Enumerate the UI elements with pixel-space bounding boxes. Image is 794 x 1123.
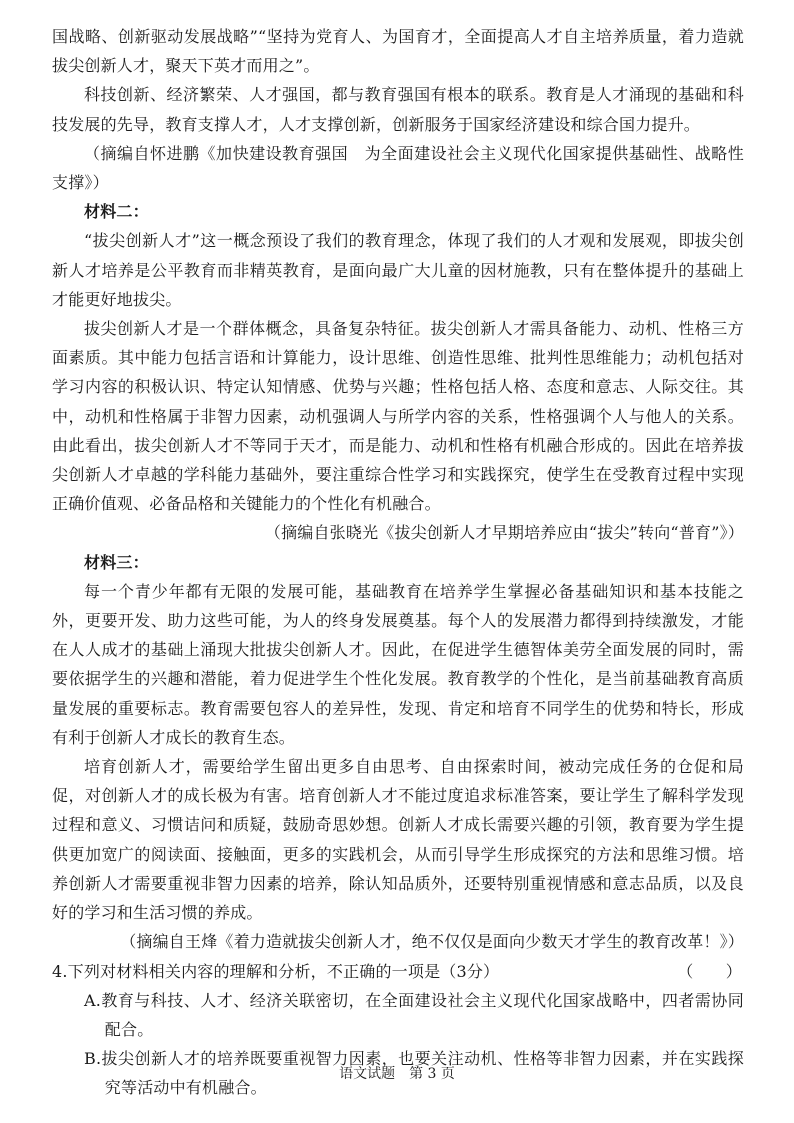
exam-page: [52, 22, 744, 1103]
material3-paragraph-1: 每一个青少年都有无限的发展可能，基础教育在培养学生掌握必备基础知识和基本技能之外，更要开发、助力这些可能，为人的终身发展奠基。每个人的发展潜力都得到持续激发，才能在人人成才的基础上涌现大批拔尖创新人才。因此，在促进学生德智体美劳全面发展的同时，需要依据学生的兴趣和潜能，着力促进学生个性化发展。教育教学的个性化，是当前基础教育高质量发展的重要标志。教育需要包容人的差异性，发现、肯定和培育不同学生的优势和特长，形成有利于创新人才成长的教育生态。: [52, 581, 744, 747]
material3-source: （摘编自王烽《着力造就拔尖创新人才，绝不仅仅是面向少数天才学生的教育改革！》）: [120, 932, 744, 952]
material3-paragraph-2: 培育创新人才，需要给学生留出更多自由思考、自由探索时间，被动完成任务的仓促和局促，对创新人才的成长极为有害。培育创新人才不能过度追求标准答案，要让学生了解科学发现过程和意义、习惯诘问和质疑，鼓励奇思妙想。创新人才成长需要兴趣的引领，教育要为学生提供更加宽广的阅读面、接触面，更多的实践机会，从而引导学生形成探究的方法和思维习惯。培养创新人才需要重视非智力因素的培养，除认知品质外，还要特别重视情感和意志品质，以及良好的学习和生活习惯的养成。: [52, 757, 744, 923]
question-4-stem: 4.下列对材料相关内容的理解和分析，不正确的一项是（3分）: [52, 961, 500, 981]
intro-paragraph-1: 国战略、创新驱动发展战略”“坚持为党育人、为国育才，全面提高人才自主培养质量，着力造就拔尖创新人才，聚天下英才而用之”。: [52, 27, 744, 76]
material3-heading: 材料三：: [84, 552, 149, 572]
option-a: A.教育与科技、人才、经济关联密切，在全面建设社会主义现代化国家战略中，四者需协同配合。: [84, 990, 744, 1039]
question-4-stem-row: [52, 957, 744, 986]
option-b: B.拔尖创新人才的培养既要重视智力因素，也要关注动机、性格等非智力因素，并在实践探究等活动中有机融合。: [84, 1049, 744, 1098]
page-footer: 语文试题 第 3 页: [339, 1066, 455, 1082]
material2-paragraph-2: 拔尖创新人才是一个群体概念，具备复杂特征。拔尖创新人才需具备能力、动机、性格三方面素质。其中能力包括言语和计算能力，设计思维、创造性思维、批判性思维能力；动机包括对学习内容的积极认识、特定认知情感、优势与兴趣；性格包括人格、态度和意志、人际交往。其中，动机和性格属于非智力因素，动机强调人与所学内容的关系，性格强调个人与他人的关系。由此看出，拔尖创新人才不等同于天才，而是能力、动机和性格有机融合形成的。因此在培养拔尖创新人才卓越的学科能力基础外，要注重综合性学习和实践探究，使学生在受教育过程中实现正确价值观、必备品格和关键能力的个性化有机融合。: [52, 319, 744, 514]
intro-source: （摘编自怀进鹏《加快建设教育强国 为全面建设社会主义现代化国家提供基础性、战略性支撑》）: [52, 143, 744, 193]
material2-heading: 材料二：: [84, 202, 149, 222]
material2-paragraph-1: “拔尖创新人才”这一概念预设了我们的教育理念，体现了我们的人才观和发展观，即拔尖创新人才培养是公平教育而非精英教育，是面向最广大儿童的因材施教，只有在整体提升的基础上才能更好地拔尖。: [52, 231, 744, 309]
answer-blank: （ ）: [677, 961, 742, 981]
intro-paragraph-2: 科技创新、经济繁荣、人才强国，都与教育强国有根本的联系。教育是人才涌现的基础和科技发展的先导，教育支撑人才，人才支撑创新，创新服务于国家经济建设和综合国力提升。: [52, 85, 744, 134]
material2-source: （摘编自张晓光《拔尖创新人才早期培养应由“拔尖”转向“普育”》）: [264, 523, 744, 543]
